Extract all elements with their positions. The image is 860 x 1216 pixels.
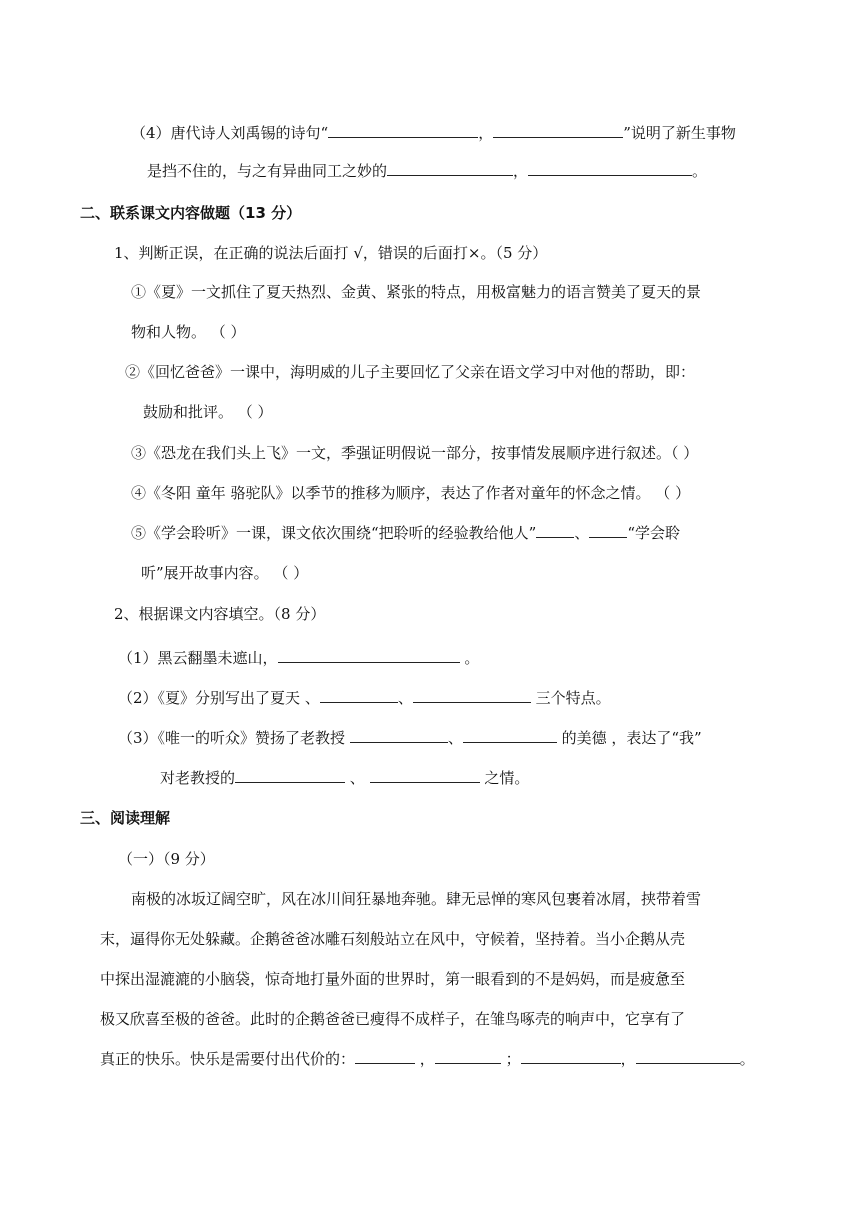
fill-1 [118, 648, 479, 668]
judge-item-1: ①《夏》一文抓住了夏天热烈、金黄、紧张的特点，用极富魅力的语言赞美了夏天的景 [131, 283, 702, 301]
fill-2-text: （2）《夏》分别写出了夏天 、 [118, 689, 320, 707]
fill-3-end2: 之情。 [479, 769, 530, 787]
section3-title: 三、阅读理解 [80, 809, 171, 827]
answer-blank[interactable] [493, 123, 623, 138]
judge-item-5 [131, 523, 680, 543]
fill-3-sep2: 、 [345, 769, 370, 787]
q4-line2 [147, 161, 707, 181]
q4-line1 [131, 123, 736, 143]
question-1: 1、判断正误，在正确的说法后面打 √，错误的后面打×。（5 分） [114, 244, 548, 262]
answer-blank[interactable] [328, 123, 478, 138]
question-2: 2、根据课文内容填空。（8 分） [114, 605, 326, 623]
answer-blank[interactable] [435, 1049, 501, 1064]
fill-2-sep: 、 [397, 689, 413, 707]
fill-3-sep: 、 [447, 729, 463, 747]
reading-subtitle: （一）（9 分） [118, 850, 215, 868]
answer-blank[interactable] [278, 648, 460, 663]
section2-title: 二、联系课文内容做题（13 分） [80, 204, 302, 222]
para-last-text: 真正的快乐。快乐是需要付出代价的： [100, 1050, 356, 1068]
q4-text: （4）唐代诗人刘禹锡的诗句“ [131, 124, 329, 142]
judge-item-2-cont: 鼓励和批评。 （ ） [143, 403, 273, 421]
judge-item-5-text2: “学会聆 [627, 524, 681, 542]
para-sep-1: ， [415, 1050, 435, 1068]
judge-item-5-cont: 听”展开故事内容。 （ ） [141, 564, 309, 582]
answer-blank[interactable] [528, 161, 692, 176]
answer-blank[interactable] [521, 1049, 621, 1064]
judge-item-5-sep: 、 [574, 524, 590, 542]
q4-sep2: ， [513, 162, 529, 180]
answer-blank[interactable] [355, 1049, 415, 1064]
judge-item-3: ③《恐龙在我们头上飞》一文，季强证明假说一部分，按事情发展顺序进行叙述。（ ） [131, 444, 699, 462]
fill-3-text2: 对老教授的 [160, 769, 236, 787]
fill-3 [118, 728, 702, 748]
answer-blank[interactable] [463, 728, 557, 743]
judge-item-5-text: ⑤《学会聆听》一课，课文依次围绕“把聆听的经验教给他人” [131, 524, 537, 542]
answer-blank[interactable] [387, 161, 513, 176]
fill-3-cont [160, 768, 529, 788]
judge-item-1-cont: 物和人物。 （ ） [131, 323, 246, 341]
q4-text2: 是挡不住的，与之有异曲同工之妙的 [147, 162, 388, 180]
para-line-5 [100, 1049, 755, 1069]
judge-item-2: ②《回忆爸爸》一课中，海明威的儿子主要回忆了父亲在语文学习中对他的帮助，即： [125, 363, 696, 381]
fill-1-end: 。 [459, 649, 480, 667]
fill-1-text: （1）黑云翻墨未遮山， [118, 649, 278, 667]
answer-blank[interactable] [320, 688, 398, 703]
fill-3-text: （3）《唯一的听众》赞扬了老教授 [118, 729, 350, 747]
para-sep-2: ； [500, 1050, 521, 1068]
fill-2-end: 三个特点。 [530, 689, 611, 707]
answer-blank[interactable] [235, 768, 345, 783]
para-line-2: 末，逼得你无处躲藏。企鹅爸爸冰雕石刻般站立在风中，守候着，坚持着。当小企鹅从壳 [100, 930, 686, 948]
judge-item-4: ④《冬阳 童年 骆驼队》以季节的推移为顺序，表达了作者对童年的怀念之情。 （ ） [131, 484, 691, 502]
answer-blank[interactable] [370, 768, 480, 783]
q4-text-end: ”说明了新生事物 [623, 124, 736, 142]
fill-2 [118, 688, 611, 708]
fill-3-end: 的美德 ，表达了“我” [556, 729, 702, 747]
para-end: 。 [739, 1050, 755, 1068]
answer-blank[interactable] [536, 523, 574, 538]
q4-sep: ， [478, 124, 494, 142]
q4-end: 。 [692, 162, 708, 180]
answer-blank[interactable] [413, 688, 531, 703]
para-sep-3: ， [620, 1050, 636, 1068]
para-line-1: 南极的冰坂辽阔空旷，风在冰川间狂暴地奔驰。肆无忌惮的寒风包裹着冰屑，挟带着雪 [131, 890, 702, 908]
answer-blank[interactable] [589, 523, 627, 538]
para-line-4: 极又欣喜至极的爸爸。此时的企鹅爸爸已瘦得不成样子，在雏鸟啄壳的响声中，它享有了 [100, 1010, 686, 1028]
para-line-3: 中探出湿漉漉的小脑袋，惊奇地打量外面的世界时，第一眼看到的不是妈妈，而是疲惫至 [100, 970, 686, 988]
answer-blank[interactable] [636, 1049, 740, 1064]
answer-blank[interactable] [350, 728, 448, 743]
